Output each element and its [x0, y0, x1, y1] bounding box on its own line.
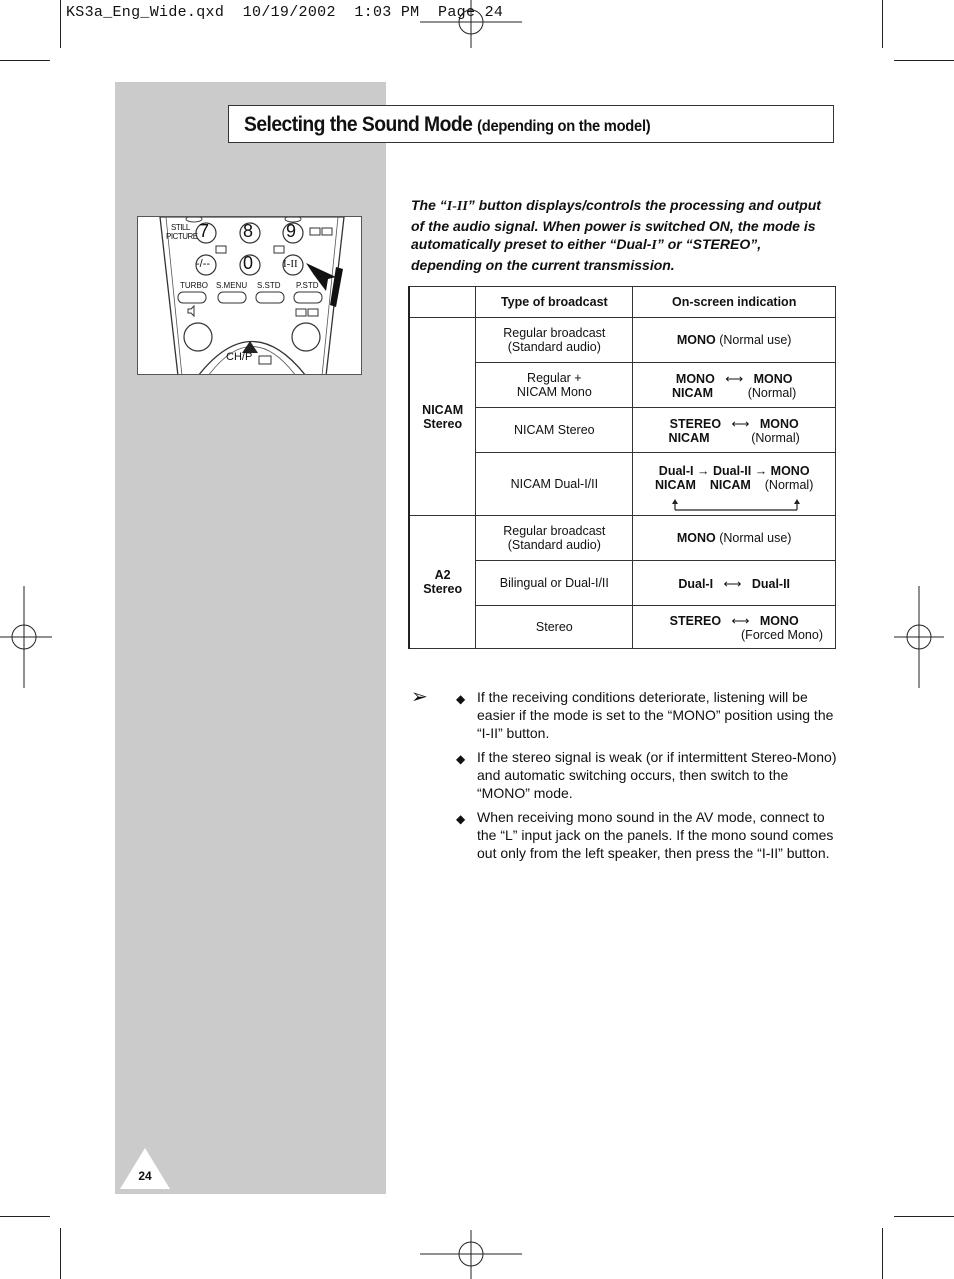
double-arrow-icon: ⟷ [731, 613, 750, 628]
intro-text: ” button displays/controls the processing and output of the audio signal. When power is switched ON, the mode is automatically preset to either “Dual- [411, 197, 821, 252]
notes-section [411, 688, 841, 868]
page-number: 24 [138, 1169, 152, 1183]
osd-mode: MONO [759, 613, 799, 628]
broadcast-type-cell [476, 363, 633, 408]
loop-back-arrow-icon [671, 499, 801, 511]
chp-key-label: CH/P [226, 351, 253, 363]
file-header: KS3a_Eng_Wide.qxd 10/19/2002 1:03 PM Page 24 [66, 4, 504, 21]
registration-mark-icon [0, 586, 52, 688]
right-arrow-icon: → [754, 464, 768, 478]
intro-text: The “ [411, 197, 447, 213]
osd-mode: MONO [770, 464, 810, 478]
table-row [409, 516, 836, 561]
smenu-key-label: S.MENU [216, 281, 248, 290]
list-item [411, 808, 841, 862]
sstd-key-label: S.STD [257, 281, 281, 290]
osd-mode: STEREO [669, 613, 722, 628]
title-sub: (depending on the model) [477, 118, 651, 135]
dash-key: -/-- [196, 258, 211, 270]
osd-mode: MONO [675, 371, 715, 386]
osd-mode: Dual-II [751, 576, 791, 591]
broadcast-type-sub: (Standard audio) [507, 538, 601, 552]
table-row [409, 318, 836, 363]
list-item [411, 688, 841, 742]
diamond-bullet-icon: ◆ [456, 752, 466, 766]
crop-mark [0, 60, 50, 61]
broadcast-type-cell: NICAM Dual-I/II [476, 453, 633, 516]
broadcast-type: Regular broadcast [503, 524, 606, 538]
osd-mode: NICAM [668, 430, 710, 445]
osd-cell [633, 363, 836, 408]
turbo-key-label: TURBO [180, 281, 208, 290]
osd-cell [633, 516, 836, 561]
osd-mode: STEREO [669, 416, 722, 431]
table-header-row [409, 287, 836, 318]
a2-stereo-group [409, 516, 476, 649]
osd-note: (Normal) [747, 385, 797, 400]
pstd-key-label: P.STD [296, 281, 319, 290]
registration-mark-icon [894, 586, 954, 688]
title-main: Selecting the Sound Mode [244, 113, 473, 136]
osd-mode: Dual-I [678, 576, 714, 591]
osd-note: (Normal) [764, 478, 814, 492]
osd-mode: MONO [753, 371, 793, 386]
sound-mode-table [408, 286, 836, 649]
intro-key: I-II [446, 199, 468, 214]
osd-note: (Forced Mono) [741, 627, 823, 642]
group-label: NICAM [422, 402, 464, 417]
diamond-bullet-icon: ◆ [456, 692, 466, 706]
broadcast-type-cell: NICAM Stereo [476, 408, 633, 453]
note-text: When receiving mono sound in the AV mode, connect to the “L” input jack on the panels. If the mono sound comes out only from the left speaker, then press the “I-II” button. [477, 809, 834, 861]
osd-mode: Dual-I [658, 464, 694, 478]
registration-mark-icon [420, 0, 522, 48]
intro-key: I [651, 238, 657, 253]
still-key-label: STILL [171, 223, 190, 232]
osd-note: (Normal use) [715, 531, 792, 545]
intro-paragraph [411, 196, 835, 274]
osd-mode: NICAM [709, 478, 751, 492]
nicam-stereo-group [409, 318, 476, 516]
page-title [244, 113, 650, 137]
note-text: If the stereo signal is weak (or if intermittent Stereo-Mono) and automatic switching occurs, then switch to the “MONO” mode. [477, 749, 837, 801]
double-arrow-icon: ⟷ [731, 416, 750, 431]
osd-cell [633, 606, 836, 649]
crop-mark [0, 1216, 50, 1217]
crop-mark [894, 1216, 954, 1217]
double-arrow-icon: ⟷ [725, 371, 744, 386]
right-arrow-icon: → [697, 464, 710, 478]
crop-mark [60, 0, 61, 48]
osd-cell [633, 561, 836, 606]
column-header-osd: On-screen indication [633, 287, 836, 318]
double-arrow-icon: ⟷ [723, 576, 742, 591]
group-label: A2 [434, 568, 451, 582]
crop-mark [882, 1228, 883, 1279]
section-title-box [228, 105, 834, 143]
key-8: 8 [243, 221, 254, 241]
broadcast-type-cell [476, 318, 633, 363]
column-header-type: Type of broadcast [476, 287, 633, 318]
osd-mode: Dual-II [713, 464, 752, 478]
group-label: Stereo [423, 416, 463, 431]
osd-mode: NICAM [672, 385, 713, 400]
osd-mode: MONO [676, 531, 716, 545]
i-ii-key: I-II [283, 258, 298, 270]
osd-cell [633, 408, 836, 453]
registration-mark-icon [420, 1230, 522, 1279]
key-7: 7 [199, 221, 210, 241]
broadcast-type-cell: Stereo [476, 606, 633, 649]
list-item [411, 748, 841, 802]
osd-mode: MONO [759, 416, 799, 431]
diamond-bullet-icon: ◆ [456, 812, 466, 826]
crop-mark [882, 0, 883, 48]
broadcast-type: Regular + [527, 371, 582, 385]
remote-control-illustration [137, 216, 362, 375]
crop-mark [894, 60, 954, 61]
osd-cell [633, 318, 836, 363]
osd-note: (Normal use) [715, 333, 792, 347]
osd-cell [633, 453, 836, 516]
broadcast-type-cell [476, 516, 633, 561]
osd-note: (Normal) [751, 430, 800, 445]
osd-mode: MONO [676, 333, 716, 347]
table-header-empty [409, 287, 476, 318]
crop-mark [60, 1228, 61, 1279]
key-0: 0 [243, 253, 254, 273]
note-arrow-icon: ➢ [411, 686, 428, 708]
broadcast-type-sub: (Standard audio) [507, 340, 601, 354]
key-9: 9 [286, 221, 297, 241]
broadcast-type-sub: NICAM Mono [516, 385, 592, 399]
group-label: Stereo [423, 582, 463, 596]
picture-key-label: PICTURE [166, 232, 198, 241]
intro-text: ” or “STEREO”, depending on the current transmission. [411, 236, 762, 273]
note-text: If the receiving conditions deteriorate, listening will be easier if the mode is set to the “MONO” position using the “I-II” button. [477, 689, 834, 741]
broadcast-type-cell: Bilingual or Dual-I/II [476, 561, 633, 606]
osd-mode: NICAM [655, 478, 696, 492]
broadcast-type: Regular broadcast [503, 326, 606, 340]
